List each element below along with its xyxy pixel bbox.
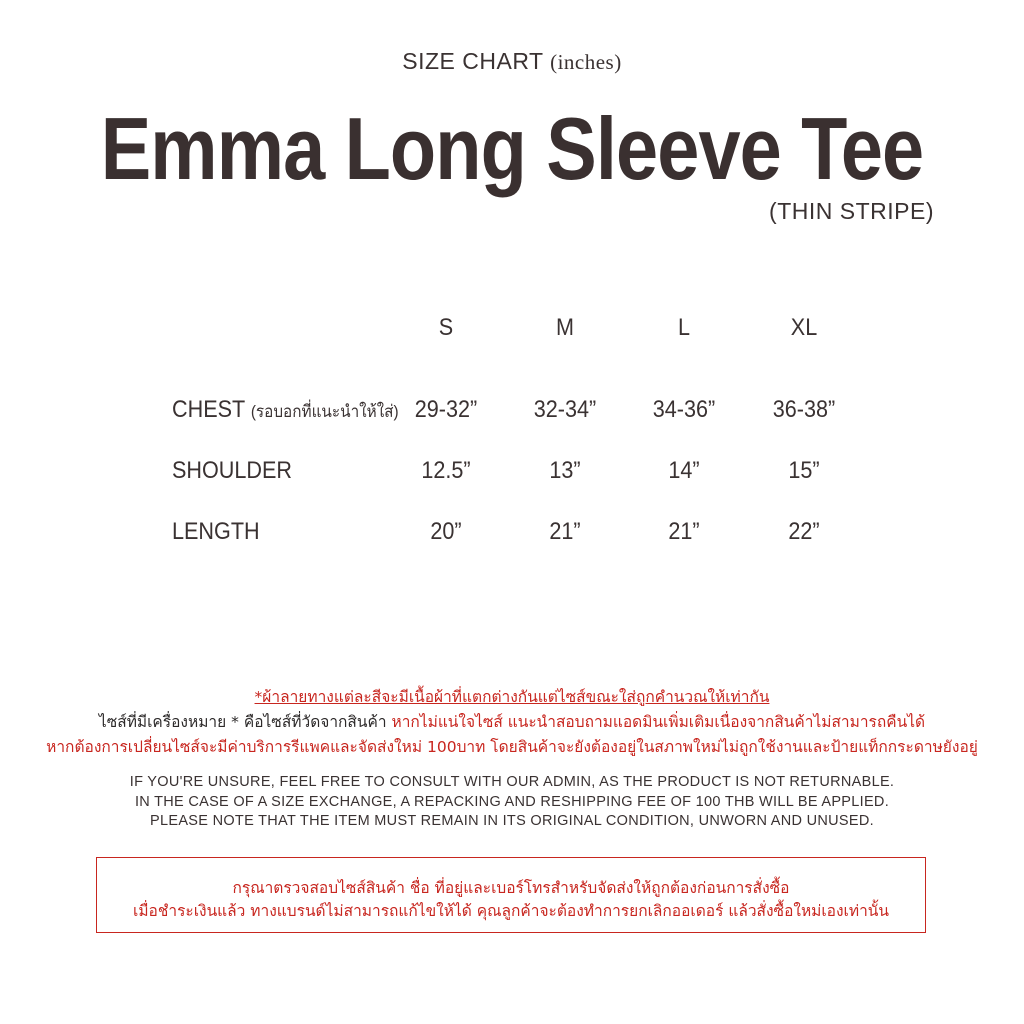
length-value-l: 21” — [668, 518, 700, 545]
size-header-m: M — [556, 314, 574, 341]
notice-line-check: กรุณาตรวจสอบไซส์สินค้า ชื่อ ที่อยู่และเบอร์โทรสำหรับจัดส่งให้ถูกต้องก่อนการสั่งซื้อ — [232, 879, 790, 897]
thai-note-measure — [0, 709, 1024, 734]
english-note-unsure: IF YOU'RE UNSURE, FEEL FREE TO CONSULT WITH OUR ADMIN, AS THE PRODUCT IS NOT RETURNABLE. — [129, 774, 895, 790]
size-header-l: L — [677, 314, 691, 341]
notice-box — [96, 857, 926, 933]
shoulder-value-m: 13” — [549, 457, 581, 484]
chest-value-l: 34-36” — [652, 396, 716, 423]
size-header-s: S — [438, 314, 454, 341]
size-chart-heading: SIZE CHART — [402, 48, 544, 74]
shoulder-value-s: 12.5” — [421, 457, 471, 484]
length-value-m: 21” — [549, 518, 581, 545]
notice-line-cancel: เมื่อชำระเงินแล้ว ทางแบรนด์ไม่สามารถแก้ไขให้ได้ คุณลูกค้าจะต้องทำการยกเลิกออเดอร์ แล้วสั่งซื้อใหม่เองเท่านั้น — [133, 902, 889, 920]
row-label-shoulder: SHOULDER — [172, 457, 293, 484]
length-value-xl: 22” — [788, 518, 820, 545]
size-header-xl: XL — [790, 314, 818, 341]
thai-note-fabric: *ผ้าลายทางแต่ละสีจะมีเนื้อผ้าที่แตกต่างกันแต่ไซส์ขณะใส่ถูกคำนวณให้เท่ากัน — [254, 688, 770, 706]
chest-value-s: 29-32” — [414, 396, 478, 423]
shoulder-value-xl: 15” — [788, 457, 820, 484]
thai-note-measure-red: หากไม่แน่ใจไซส์ แนะนำสอบถามแอดมินเพิ่มเติมเนื่องจากสินค้าไม่สามารถคืนได้ — [391, 713, 926, 731]
chest-label: CHEST — [172, 396, 245, 423]
thai-note-measure-dark: ไซส์ที่มีเครื่องหมาย * คือไซส์ที่วัดจากสินค้า — [98, 713, 392, 731]
product-title: Emma Long Sleeve Tee — [100, 99, 924, 198]
unit-label: (inches) — [550, 50, 622, 74]
size-chart-label — [0, 48, 1024, 75]
row-label-length: LENGTH — [172, 518, 260, 545]
english-note-exchange: IN THE CASE OF A SIZE EXCHANGE, A REPACKING AND RESHIPPING FEE OF 100 THB WILL BE APPLIED. — [134, 794, 890, 810]
length-value-s: 20” — [430, 518, 462, 545]
english-note-condition: PLEASE NOTE THAT THE ITEM MUST REMAIN IN ITS ORIGINAL CONDITION, UNWORN AND UNUSED. — [150, 813, 874, 829]
row-label-chest — [172, 396, 399, 425]
chest-value-xl: 36-38” — [772, 396, 836, 423]
chest-hint: (รอบอกที่แนะนำให้ใส่) — [250, 402, 399, 421]
shoulder-value-l: 14” — [668, 457, 700, 484]
thai-note-exchange: หากต้องการเปลี่ยนไซส์จะมีค่าบริการรีแพคและจัดส่งใหม่ 100บาท โดยสินค้าจะยังต้องอยู่ในสภาพใหม่ไม่ถูกใช้งานและป้ายแท็กกระดาษยังอยู่ — [46, 738, 978, 756]
chest-value-m: 32-34” — [533, 396, 597, 423]
variant-label: (THIN STRIPE) — [769, 198, 934, 224]
